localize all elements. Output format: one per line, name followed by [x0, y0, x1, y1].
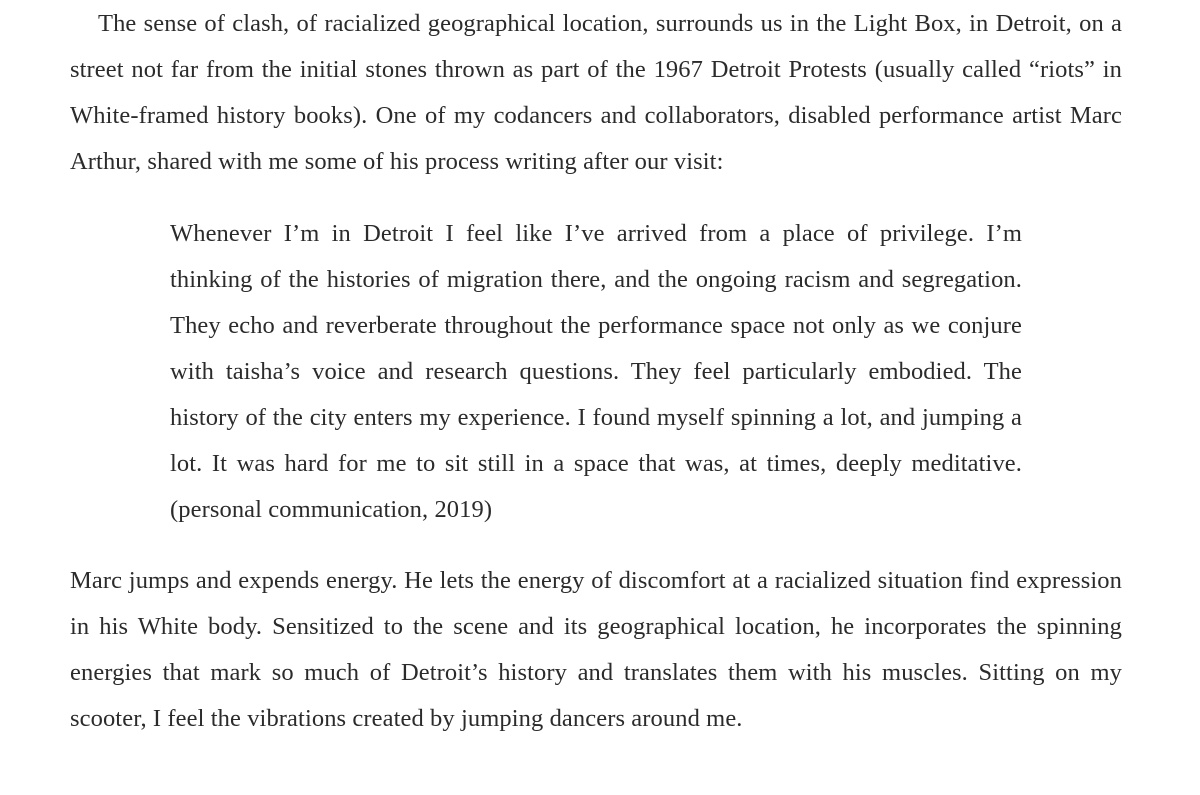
block-quote: Whenever I’m in Detroit I feel like I’ve arrived from a place of privilege. I’m thinking of the histories of migration there, and the ongoing racism and segregation. They echo and reverberate throughout the performance space not only as we conjure with taisha’s voice and research questions. They feel particularly embodied. The history of the city enters my experience. I found myself spinning a lot, and jumping a lot. It was hard for me to sit still in a space that was, at times, deeply meditative. (personal communication, 2019) — [170, 220, 1022, 523]
body-paragraph-closing: Marc jumps and expends energy. He lets the energy of discomfort at a racialized situation find expression in his White body. Sensitized to the scene and its geographical location, he incorporates the spinning energies that mark so much of Detroit’s history and translates them with his muscles. Sitting on my scooter, I feel the vibrations created by jumping dancers around me. — [70, 567, 1122, 732]
body-paragraph-intro: The sense of clash, of racialized geographical location, surrounds us in the Light Box, in Detroit, on a street not far from the initial stones thrown as part of the 1967 Detroit Protests (usually called “riots” in White-framed history books). One of my codancers and collaborators, disabled performance artist Marc Arthur, shared with me some of his process writing after our visit: — [70, 10, 1122, 175]
